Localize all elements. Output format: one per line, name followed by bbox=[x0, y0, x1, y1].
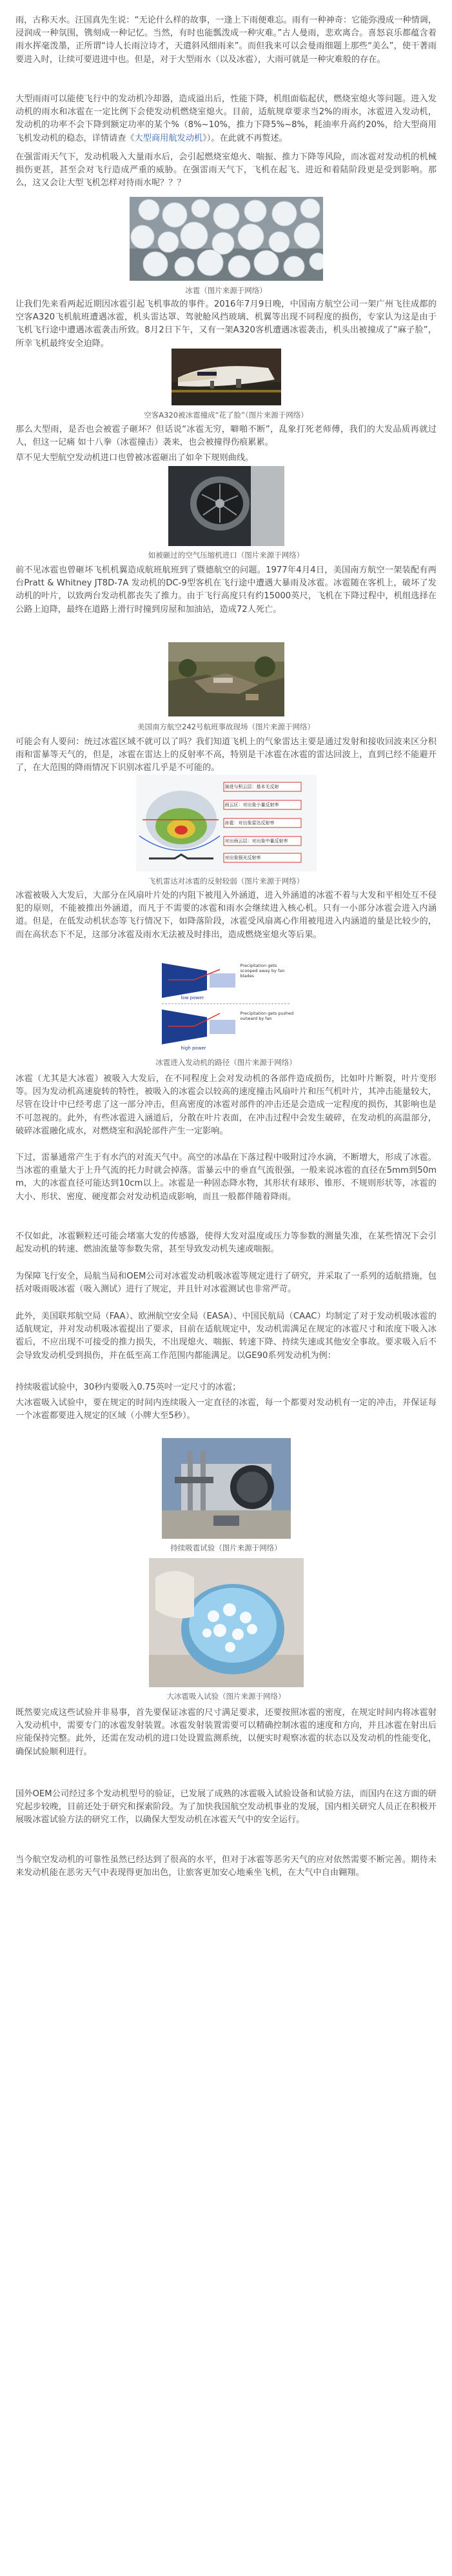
large-hail-photo bbox=[149, 1558, 304, 1687]
paragraph-15: 持续吸雹试验中，30秒内要吸入0.75英吋一定尺寸的冰雹； bbox=[15, 1383, 241, 1392]
diagram-note-2: Precipitation gets pushed outward by fan bbox=[240, 1011, 294, 1021]
paragraph-2 bbox=[15, 93, 437, 145]
diagram-high-power-label: high power bbox=[181, 1046, 206, 1051]
paragraph-intro: 雨，古称天水。汪国真先生说：“无论什么样的故事，一逢上下雨便难忘。雨有一种神奇：它能弥漫成一种情调，浸润成一种氛围，镌刻成一种记忆。当然，有时也能瓢泼成一种灾难。”古人曼雨，悲欢离合。喜怒哀乐都蕴含着雨水挥毫泼墨，正所谓“诗人长雨泣诗才，天遣斜风细雨来”。而但我来可以会曼雨细题上那些“美么”，使干著雨要进入时，让续可要进进中也。但是，对于大型雨水（以及冰雹），大雨可就是一种灾难般的存在。 bbox=[15, 15, 437, 65]
paragraph-12: 不仅如此，冰雹颗粒还可能会堵塞大发的传感器，使得大发对温度或压力等参数的测量失准，在某些情况下会引起发动机的转速、燃油流量等参数失常，甚至导致发动机失速或喘振。 bbox=[15, 1232, 437, 1255]
caption-a320: 空客A320被冰雹撞成“花了脸”（图片来源于网络） bbox=[144, 411, 308, 420]
paragraph-19: 当今航空发动机的可靠性虽然已经达到了很高的水平，但对于冰雹等恶劣天气的应对依然需要不断完善。期待未来发动机能在恶劣天气中表现得更加出色，让旅客更加安心地乘坐飞机，在大气中自由翱翔。 bbox=[15, 1855, 437, 1878]
caption-large-hail: 大冰雹吸入试验（图片来源于网络） bbox=[166, 1692, 286, 1701]
radar-diagram bbox=[136, 775, 317, 871]
ingestion-path-diagram bbox=[155, 957, 297, 1053]
paragraph-4: 让我们先来看两起近期因冰雹引起飞机事故的事件。2016年7月9日晚，中国南方航空公司一架广州飞往成都的空客A320飞机航班遭遇冰雹，机头雷达罩、驾驶舱风挡玻璃、机翼等出现不同程度的损伤，专家认为这是由于飞机飞行途中遭遇冰雹袭击所致。8月2日下午，又有一架A320客机遭遇冰雹袭击，机头出被撞成了“麻子脸”，所幸飞机最终安全迫降。 bbox=[15, 299, 437, 349]
paragraph-14: 此外，美国联邦航空局（FAA）、欧洲航空安全局（EASA）、中国民航局（CAAC）均制定了对于发动机吸冰雹的适航规定，并对发动机吸冰雹提出了要求，目前在适航规定中，发动机需满足在规定的冰雹尺寸和浓度下吸入冰雹后，不应出现不可接受的推力损失，不出现熄火、喘振、转速下降、持续失速或其他安全事故。要求吸入后不会导致发动机受到损伤，并在低至高工作范围内都能满足。以GE90系列发动机为例： bbox=[15, 1312, 437, 1361]
radar-label-2: 雨云区：对出象小量反射率 bbox=[224, 802, 279, 807]
paragraph-7: 前不见冰雹也曾砸坏飞机机翼造成航班航班到了暨德航空的问题。1977年4月4日，美国南方航空一架装配有两台Pratt & Whitney JT8D-7A 发动机的DC-9型客机在飞行途中遭遇大暴雨及冰雹。冰雹随在客机上，破坏了发动机的叶片，以致两台发动机都丧失了推力。由于飞行高度只有约15000英尺，飞机在下降过程中，机组选择在公路上迫降，最终在道路上滑行时撞到房屋和加油站，造成72人死亡。 bbox=[15, 565, 437, 614]
paragraph-2-tail: 》）。在此就不再赘述。 bbox=[202, 133, 288, 143]
paragraph-9: 冰雹被吸入大发后，大部分在风扇叶片处的内阻下被甩入外涵道，进入外涵道的冰雹不着与大发和平相处互不侵犯的原则，不能被推出外涵道，而凡于不需要的冰雹和雨水会继续进入核心机。只有一小部分冰雹会进入内涵道。但是，在低发动机状态等飞行情况下，如降落阶段，冰雹受风扇离心作用被甩进入内涵道的量是比较少的，而在高状态下不足，这部分冰雹及雨水无法被及时排出，造成燃烧室熄火等后果。 bbox=[15, 891, 437, 940]
caption-radar: 飞机雷达对冰雹的反射较弱（图片来源于网络） bbox=[148, 877, 304, 886]
paragraph-10: 冰雹（尤其是大冰雹）被吸入大发后，在不同程度上会对发动机的各部件造成损伤，比如叶片断裂，叶片变形等。因为发动机高速旋转的特性，被吸入的冰雹会以较高的速度撞击风扇叶片和压气机叶片，其冲击能量较大，尽管在设计中已经考虑了这一部分冲击，但高密度的冰雹对部件的冲击还是会造成一定程度的损伤，其影响也是不可忽视的。此外，有些冰雹进入涵道后，分散在叶片表面，在冲击过程中会发生破碎，在发动机的高温部分，破碎冰雹融化成水，对燃烧室和涡轮部件产生一定影响。 bbox=[15, 1074, 437, 1136]
paragraph-6: 草不见大型航空发动机进口也曾被冰雹砸出了如伞下规则曲线。 bbox=[15, 453, 254, 463]
caption-crash: 美国南方航空242号航班事故现场（图片来源于网络） bbox=[137, 722, 315, 731]
crash-site-photo bbox=[168, 642, 284, 716]
radar-label-5: 对出象强光反射率 bbox=[224, 855, 261, 860]
paragraph-5: 那么大型雨，是否也会被雹子砸坏？但话说“冰雹无穷，噼啪不断”，乱象打死老师傅，我们的大发品质再就过人，但这一记痛 如十八拳（冰雹撞击）袭来，也会被撞得伤痕累累。 bbox=[15, 425, 437, 448]
caption-path: 冰雹进入发动机的路径（图片来源于网络） bbox=[155, 1058, 297, 1067]
paragraph-11: 下过，雷暴通常产生于有水汽的对流天气中。高空的冰晶在下落过程中吸附过冷水滴，不断增大，形成了冰雹。当冰雹的重量大于上升气流的托力时就会掉落。雷暴云中的垂直气流很强，一般来说冰雹的直径在5mm到50mm，大的冰雹直径可能达到10cm以上。冰雹是一种固态降水物，其形状有球形、锥形、不规则形状等，冰雹的大小、形状、密度、硬度都会对发动机造成影响，而且一般都伴随着降雨。 bbox=[15, 1153, 437, 1202]
radar-label-4: 对出雨云层：对出象中量反射率 bbox=[224, 838, 288, 844]
engine-inlet-photo bbox=[168, 466, 284, 546]
radar-label-3: 冰雹：对出象雷达反射率 bbox=[224, 820, 275, 826]
article-link[interactable]: 大型商用航发动机 bbox=[134, 133, 203, 143]
paragraph-8: 可能会有人要问：统过冰雹区域不就可以了吗？我们知道飞机上的气象雷达主要是通过发射和接收回波来区分积雨和雷暴等天气的，但是，冰雹在雷达上的反射率不高，特别是干冰雹在冰雹的雷达回波上，直到已经不能避开了，在大范围的降雨情况下识别冰雹几乎是不可能的。 bbox=[15, 737, 437, 773]
hail-test-rig-photo bbox=[162, 1438, 291, 1539]
paragraph-2-text: 大型雨雨可以能使飞行中的发动机冷却器，造成溢出后，性能下降，机组面临起伏，燃烧室熄火等问题。进入发动机的雨水和冰雹在一定比例下会使发动机燃烧室熄火。目前，适航规章要求当2%的雨水，冰雹进入发动机，发动机的功率不会下降到额定功率的某个%（8%~10%，推力下降5%~8%，耗油率升高约20%，给大型商用飞机发动机的稳态，详情请查《 bbox=[15, 94, 437, 143]
radar-label-1: 演进与积云层：基本无反射 bbox=[224, 784, 279, 789]
paragraph-13: 为保障飞行安全，局航当局和OEM公司对冰雹发动机吸冰雹等规定进行了研究，并采取了一系列的适航措施，包括对吸雨吸冰雹（吸入测试）进行了规定，并且针对冰雹测试也非常严苛。 bbox=[15, 1272, 437, 1295]
paragraph-16: 大冰雹吸入试验中，要在规定的时间内连续吸入一定直径的冰雹，每一个都要对发动机有一定的冲击，并保证每一个冰雹都要进入规定的区域（小牌大至5秒）。 bbox=[15, 1398, 437, 1421]
diagram-note-1: Precipitation gets scooped away by fan blades bbox=[240, 963, 285, 979]
caption-test-rig: 持续吸雹试验（图片来源于网络） bbox=[170, 1543, 282, 1552]
paragraph-3: 在强雷雨天气下，发动机吸入大量雨水后，会引起燃烧室熄火、喘振、推力下降等风险，而冰雹对发动机的机械损伤更甚，甚至会对飞行造成严重的威胁。在强雷雨天气下，飞机在起飞、进近和着陆阶段更是受到影响。那么，这又会让大型飞机怎样对待雨水呢？？？ bbox=[15, 152, 437, 188]
caption-hailstones: 冰雹（图片来源于网络） bbox=[185, 286, 267, 295]
paragraph-18: 国外OEM公司经过多个发动机型号的验证，已发展了成熟的冰雹吸入试验设备和试验方法，而国内在这方面的研究起步较晚，目前还处于研究和探索阶段。为了加快我国航空发动机事业的发展，国内相关研究人员正在积极开展吸冰雹试验方法的研究工作，以确保大型发动机在冰雹天气中的安全运行。 bbox=[15, 1789, 437, 1825]
paragraph-17: 既然要完成这些试验并非易事，首先要保证冰雹的尺寸满足要求，还要按照冰雹的密度，在规定时间内将冰雹射入发动机中，需要专门的冰雹发射装置。冰雹发射装置需要可以精确控制冰雹的速度和方向，并且冰雹在射出后应能保持完整。此外，还需在发动机的进口处设置监测系统，以便实时观察冰雹的状态以及发动机的性能变化，确保试验顺利进行。 bbox=[15, 1708, 437, 1757]
hailstones-photo bbox=[130, 197, 323, 281]
diagram-low-power-label: low power bbox=[181, 995, 204, 1000]
a320-nose-photo bbox=[172, 349, 281, 405]
caption-engine-inlet: 如被砸过的空气压缩机进口（图片来源于网络） bbox=[148, 551, 304, 560]
